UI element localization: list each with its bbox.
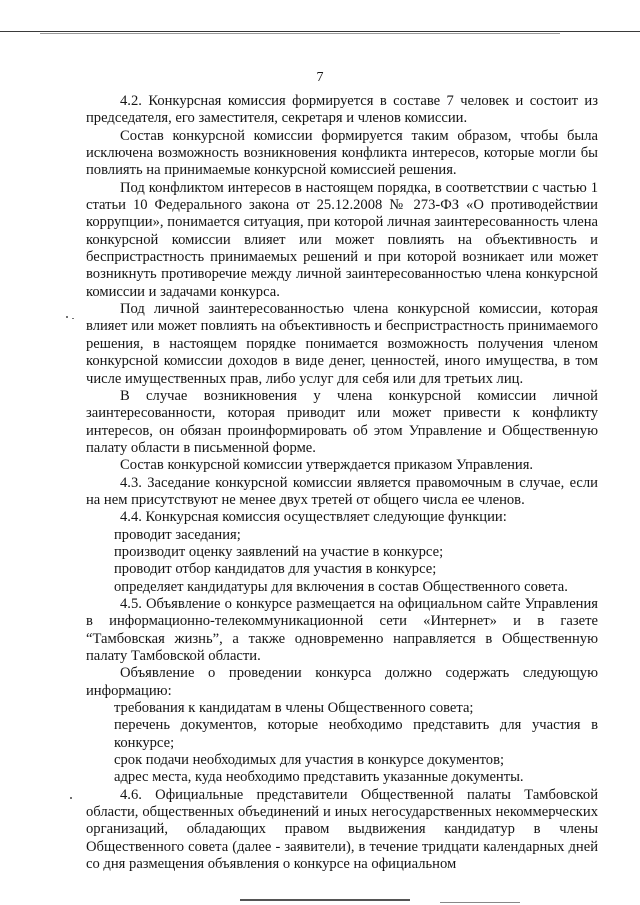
paragraph-commission-composition: Состав конкурсной комиссии формируется таким образом, чтобы была исключена возможность возникновения конфликта интересов, которые могли бы повлиять на принимаемые конкурсной комиссией решения. bbox=[86, 127, 598, 179]
page-number: 7 bbox=[316, 70, 324, 85]
document-body bbox=[86, 93, 598, 873]
scan-edge-top-faint bbox=[40, 33, 560, 34]
paragraph-conflict-definition: Под конфликтом интересов в настоящем порядка, в соответствии с частью 1 статьи 10 Федерального закона от 25.12.2008 № 273-ФЗ «О противодействии коррупции», понимается ситуация, при которой личная заинтересованность члена конкурсной комиссии влияет или может повлиять на объективность и беспристрастность принимаемых решений и при которой возникает или может возникнуть противоречие между личной заинтересованностью члена конкурсной комиссии и задачами конкурса. bbox=[86, 179, 598, 300]
list-item: производит оценку заявлений на участие в конкурсе; bbox=[114, 543, 444, 560]
list-item: перечень документов, которые необходимо представить для участия в конкурсе; bbox=[114, 717, 598, 751]
paragraph-4-5: 4.5. Объявление о конкурсе размещается на официальном сайте Управления в информационно-телекоммуникационной сети «Интернет» и в газете “Тамбовская жизнь”, а также одновременно направляется в Общественную палату Тамбовской области. bbox=[86, 595, 598, 664]
paragraph-approval: Состав конкурсной комиссии утверждается приказом Управления. bbox=[120, 457, 534, 474]
scan-edge-bottom bbox=[240, 899, 410, 901]
scan-speck bbox=[70, 797, 72, 799]
paragraph-4-4: 4.4. Конкурсная комиссия осуществляет следующие функции: bbox=[120, 509, 507, 526]
list-item: определяет кандидатуры для включения в состав Общественного совета. bbox=[114, 578, 568, 595]
list-item: адрес места, куда необходимо представить указанные документы. bbox=[114, 769, 524, 786]
paragraph-personal-interest: Под личной заинтересованностью члена конкурсной комиссии, которая влияет или может повлиять на объективность и беспристрастность принимаемого решения, в настоящем порядке понимается возможность получения членом конкурсной комиссии доходов в виде денег, ценностей, иного имущества, в том числе имущественных прав, либо услуг для себя или для третьих лиц. bbox=[86, 301, 598, 387]
paragraph-4-3: 4.3. Заседание конкурсной комиссии является правомочным в случае, если на нем присутствуют не менее двух третей от общего числа ее членов. bbox=[86, 474, 598, 508]
list-item: проводит заседания; bbox=[114, 526, 241, 543]
scan-speck bbox=[72, 318, 74, 319]
list-item: требования к кандидатам в члены Общественного совета; bbox=[114, 700, 474, 717]
paragraph-4-6: 4.6. Официальные представители Общественной палаты Тамбовской области, общественных объединений и иных негосударственных некоммерческих организаций, обладающих правом выдвижения кандидатур в члены Общественного совета (далее - заявители), в течение тридцати календарных дней со дня размещения объявления о конкурсе на официальном bbox=[86, 786, 598, 873]
scan-edge-top bbox=[0, 31, 640, 32]
list-item: срок подачи необходимых для участия в конкурсе документов; bbox=[114, 752, 505, 769]
scan-speck bbox=[66, 316, 68, 318]
paragraph-4-2: 4.2. Конкурсная комиссия формируется в составе 7 человек и состоит из председателя, его заместителя, секретаря и членов комиссии. bbox=[86, 93, 598, 127]
paragraph-conflict-duty: В случае возникновения у члена конкурсной комиссии личной заинтересованности, которая приводит или может привести к конфликту интересов, он обязан проинформировать об этом Управление и Общественную палату области в письменной форме. bbox=[86, 387, 598, 456]
paragraph-announcement-content: Объявление о проведении конкурса должно содержать следующую информацию: bbox=[86, 665, 598, 699]
list-item: проводит отбор кандидатов для участия в конкурсе; bbox=[114, 561, 437, 578]
scan-edge-bottom-faint bbox=[440, 902, 520, 903]
